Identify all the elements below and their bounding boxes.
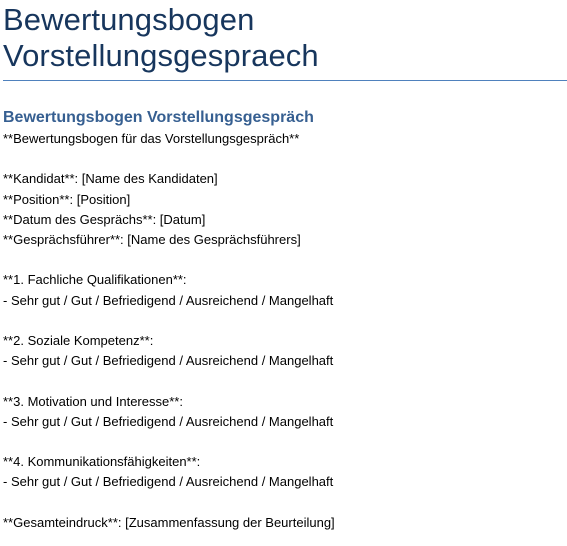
body-line: **1. Fachliche Qualifikationen**: xyxy=(3,272,187,288)
title-line-1: Bewertungsbogen xyxy=(3,2,255,37)
title-line-2: Vorstellungsgespraech xyxy=(3,38,319,73)
document-body xyxy=(3,129,567,533)
title-divider xyxy=(3,80,567,81)
body-line: **Datum des Gesprächs**: [Datum] xyxy=(3,211,206,227)
body-line xyxy=(3,371,567,391)
body-line: - Sehr gut / Gut / Befriedigend / Ausreichend / Mangelhaft xyxy=(3,474,334,490)
document-page xyxy=(0,2,567,546)
body-line: **Gesamteindruck**: [Zusammenfassung der Beurteilung] xyxy=(3,514,335,530)
body-line: - Sehr gut / Gut / Befriedigend / Ausreichend / Mangelhaft xyxy=(3,292,334,308)
body-line xyxy=(3,432,567,452)
body-line xyxy=(3,250,567,270)
body-line: **Gesprächsführer**: [Name des Gesprächsführers] xyxy=(3,232,301,247)
body-line: **3. Motivation und Interesse**: xyxy=(3,393,183,409)
body-line: - Sehr gut / Gut / Befriedigend / Ausreichend / Mangelhaft xyxy=(3,353,334,369)
section-heading: Bewertungsbogen Vorstellungsgespräch xyxy=(3,109,314,126)
body-line xyxy=(3,493,567,513)
body-line xyxy=(3,149,567,169)
body-line: **Bewertungsbogen für das Vorstellungsgespräch** xyxy=(3,131,300,146)
body-line: **Kandidat**: [Name des Kandidaten] xyxy=(3,171,218,187)
body-line: **4. Kommunikationsfähigkeiten**: xyxy=(3,454,201,470)
body-line: **2. Soziale Kompetenz**: xyxy=(3,332,154,348)
document-title xyxy=(3,2,567,74)
body-line xyxy=(3,311,567,331)
body-line: **Position**: [Position] xyxy=(3,191,131,207)
body-line: - Sehr gut / Gut / Befriedigend / Ausreichend / Mangelhaft xyxy=(3,413,334,429)
